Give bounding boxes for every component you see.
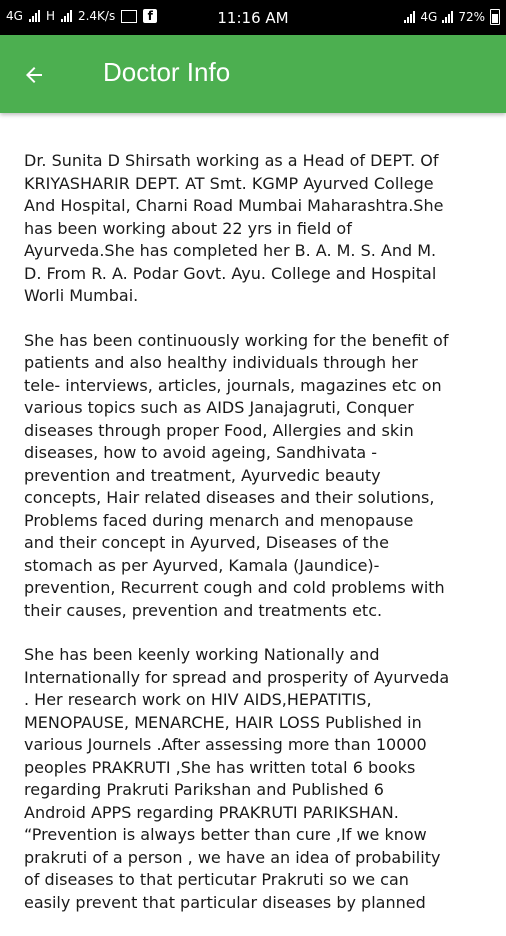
network-4g-right-label: 4G: [420, 10, 438, 24]
back-arrow-icon: [22, 63, 46, 87]
paragraph-research: She has been keenly working Nationally and Internationally for spread and prosperity of Ayurveda . Her research work on HIV AIDS,HEPATITIS, MENOPAUSE, MENARCHE, HAIR LOSS Published in various Journels .After assessing more than 10000 peoples PRAKRUTI ,She has written total 6 books regarding Prakruti Parikshan and Published 6 Android APPS regarding PRAKRUTI PARIKSHAN. “Prevention is always better than cure ,If we know prakruti of a person , we have an idea of probability of diseases to that perticutar Prakruti so we can easily prevent that particular diseases by planned: [24, 645, 450, 912]
signal-icon: [404, 11, 415, 23]
battery-percent: 72%: [458, 10, 485, 24]
network-4g-label: 4G: [6, 9, 23, 23]
page-title: Doctor Info: [103, 57, 231, 87]
status-bar: [0, 0, 506, 35]
paragraph-work: She has been continuously working for the benefit of patients and also healthy individuals through her tele- interviews, articles, journals, magazines etc on various topics such as AIDS Janajagruti, Conquer diseases through proper Food, Allergies and skin diseases, how to avoid ageing, Sandhivata - prevention and treatment, Ayurvedic beauty concepts, Hair related diseases and their solutions, Problems faced during menarch and menopause and their concept in Ayurved, Diseases of the stomach as per Ayurved, Kamala (Jaundice)- prevention, Recurrent cough and cold problems with their causes, prevention and treatments etc.: [24, 330, 449, 620]
battery-icon: [490, 9, 500, 25]
network-h-label: H: [45, 9, 55, 23]
paragraph-intro: Dr. Sunita D Shirsath working as a Head of DEPT. Of KRIYASHARIR DEPT. AT Smt. KGMP Ayurved College And Hospital, Charni Road Mumbai Maharashtra.She has been working about 22 yrs in field of Ayurveda.She has completed her B. A. M. S. And M. D. From R. A. Podar Govt. Ayu. College and Hospital Worli Mumbai.: [24, 151, 444, 305]
status-time: 11:16 AM: [217, 9, 289, 27]
back-button[interactable]: [22, 58, 66, 92]
app-bar: [0, 35, 506, 113]
doctor-info-content: [24, 150, 486, 936]
network-speed: 2.4K/s: [77, 9, 116, 23]
status-right: [404, 9, 500, 25]
facebook-icon: f: [143, 9, 157, 23]
signal-icon: [442, 11, 453, 23]
